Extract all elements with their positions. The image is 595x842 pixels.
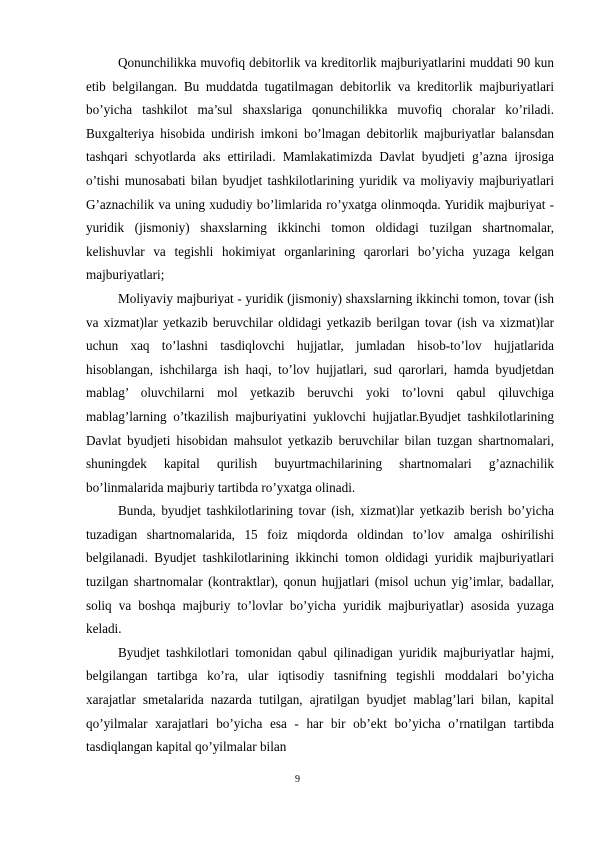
- page-number: 9: [295, 774, 300, 785]
- paragraph-2: Moliyaviy majburiyat - yuridik (jismoniy) shaxslarning ikkinchi tomon, tovar (ish va xizmat)lar yetkazib beruvchilar oldidagi yetkazib berilgan tovar (ish va xizmat)lar uchun xaq to’lashni tasdiqlovchi hujjatlar, jumladan hisob-to’lov hujjatlarida hisoblangan, ishchilarga ish haqi, to’lov hujjatlari, sud qarorlari, hamda byudjetdan mablag’ oluvchilarni mol yetkazib beruvchi yoki to’lovni qabul qiluvchiga mablag’larning o’tkazilish majburiyatini yuklovchi hujjatlar.Byudjet tashkilotlarining Davlat byudjeti hisobidan mahsulot yetkazib beruvchilar bilan tuzgan shartnomalari, shuningdek kapital qurilish buyurtmachilarining shartnomalari g’aznachilik bo’linmalarida majburiy tartibda ro’yxatga olinadi.: [86, 290, 554, 495]
- paragraph-1: Qonunchilikka muvofiq debitorlik va kreditorlik majburiyatlarini muddati 90 kun etib belgilangan. Bu muddatda tugatilmagan debitorlik va kreditorlik majburiyatlari bo’yicha tashkilot ma’sul shaxslariga qonunchilikka muvofiq choralar ko’riladi. Buxgalteriya hisobida undirish imkoni bo’lmagan debitorlik majburiyatlar balansdan tashqari schyotlarda aks ettiriladi. Mamlakatimizda Davlat byudjeti g’azna ijrosiga o’tishi munosabati bilan byudjet tashkilotlarining yuridik va moliyaviy majburiyatlari G’aznachilik va uning xududiy bo’limlarida ro’yxatga olinmoqda. Yuridik majburiyat - yuridik (jismoniy) shaxslarning ikkinchi tomon oldidagi tuzilgan shartnomalar, kelishuvlar va tegishli hokimiyat organlarining qarorlari bo’yicha yuzaga kelgan majburiyatlari;: [86, 55, 554, 283]
- document-page: [86, 51, 554, 759]
- paragraph-3: Bunda, byudjet tashkilotlarining tovar (ish, xizmat)lar yetkazib berish bo’yicha tuzadigan shartnomalarida, 15 foiz miqdorda oldindan to’lov amalga oshirilishi belgilanadi. Byudjet tashkilotlarining ikkinchi tomon oldidagi yuridik majburiyatlari tuzilgan shartnomalar (kontraktlar), qonun hujjatlari (misol uchun yig’imlar, badallar, soliq va boshqa majburiy to’lovlar bo’yicha yuridik majburiyatlar) asosida yuzaga keladi.: [86, 503, 554, 637]
- paragraph-4: Byudjet tashkilotlari tomonidan qabul qilinadigan yuridik majburiyatlar hajmi, belgilangan tartibga ko’ra, ular iqtisodiy tasnifning tegishli moddalari bo’yicha xarajatlar smetalarida nazarda tutilgan, ajratilgan byudjet mablag’lari bilan, kapital qo’yilmalar xarajatlari bo’yicha esa - har bir ob’ekt bo’yicha o’rnatilgan tartibda tasdiqlangan kapital qo’yilmalar bilan: [86, 644, 554, 755]
